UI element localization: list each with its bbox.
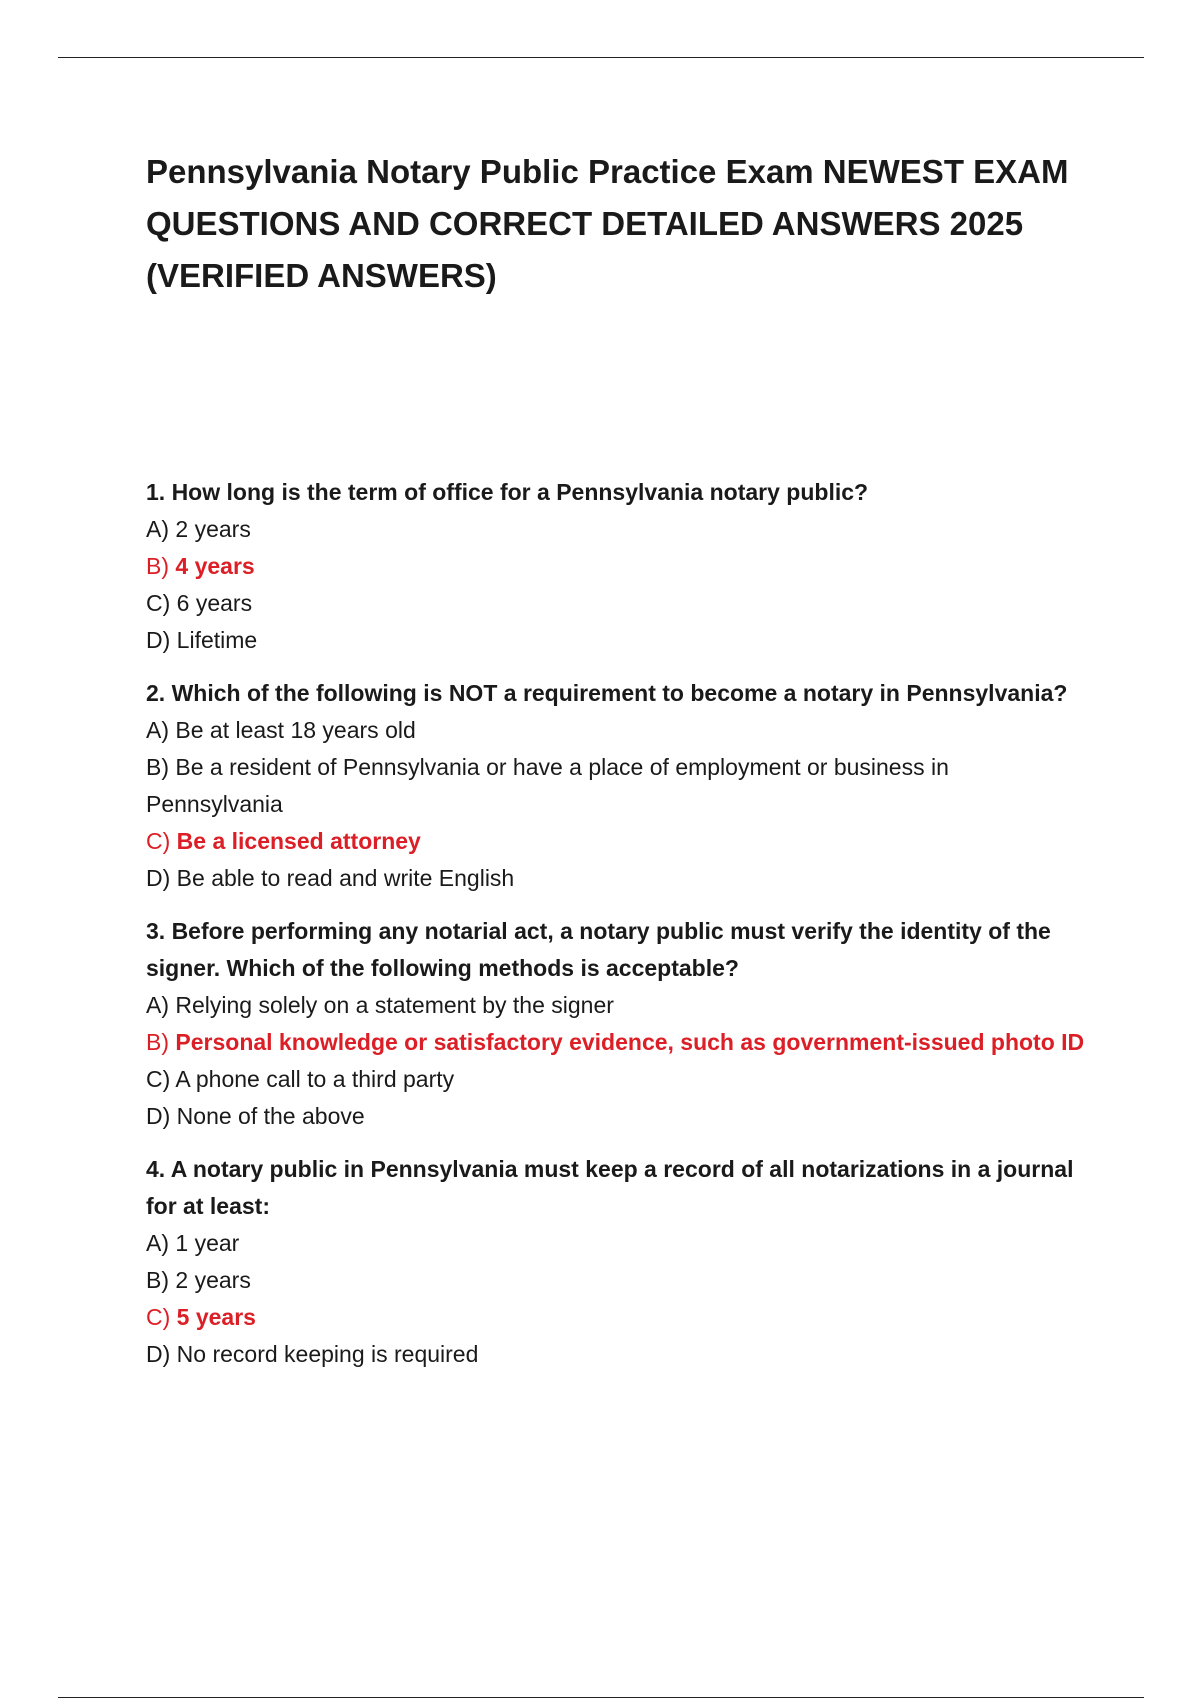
- option-letter: B): [146, 1029, 169, 1055]
- option-a: [146, 987, 1086, 1024]
- question-text: 4. A notary public in Pennsylvania must keep a record of all notarizations in a journal for at least:: [146, 1156, 1074, 1219]
- option-text: No record keeping is required: [176, 1341, 479, 1367]
- option-d: [146, 860, 1086, 897]
- question-2: [146, 675, 1086, 897]
- option-text: Be at least 18 years old: [175, 717, 416, 743]
- option-letter: D): [146, 1341, 171, 1367]
- option-letter: C): [146, 1304, 171, 1330]
- option-text: Relying solely on a statement by the signer: [175, 992, 614, 1018]
- option-text: 4 years: [175, 553, 255, 579]
- question-1: [146, 474, 1086, 659]
- option-b: [146, 548, 1086, 585]
- option-text: Lifetime: [176, 627, 258, 653]
- option-c: [146, 823, 1086, 860]
- option-text: Be able to read and write English: [176, 865, 515, 891]
- option-text: A phone call to a third party: [175, 1066, 455, 1092]
- option-b: [146, 749, 1086, 823]
- document-title: Pennsylvania Notary Public Practice Exam NEWEST EXAM QUESTIONS AND CORRECT DETAILED ANSWERS 2025 (VERIFIED ANSWERS): [146, 153, 1069, 294]
- option-c: [146, 1061, 1086, 1098]
- question-3: [146, 913, 1086, 1135]
- option-c: [146, 1299, 1086, 1336]
- option-letter: D): [146, 1103, 171, 1129]
- option-d: [146, 622, 1086, 659]
- question-text: 2. Which of the following is NOT a requirement to become a notary in Pennsylvania?: [146, 680, 1068, 706]
- document-body: [146, 146, 1086, 1389]
- option-a: [146, 712, 1086, 749]
- option-d: [146, 1098, 1086, 1135]
- option-letter: C): [146, 1066, 171, 1092]
- option-letter: B): [146, 754, 169, 780]
- option-text: Be a resident of Pennsylvania or have a place of employment or business in Pennsylvania: [146, 754, 949, 817]
- option-a: [146, 1225, 1086, 1262]
- option-letter: C): [146, 828, 171, 854]
- option-text: 2 years: [175, 1267, 251, 1293]
- option-text: 2 years: [175, 516, 251, 542]
- option-b: [146, 1262, 1086, 1299]
- option-text: None of the above: [176, 1103, 365, 1129]
- question-4: [146, 1151, 1086, 1373]
- option-text: 6 years: [176, 590, 253, 616]
- question-text: 3. Before performing any notarial act, a notary public must verify the identity of the signer. Which of the following methods is acceptable?: [146, 918, 1051, 981]
- option-text: Be a licensed attorney: [176, 828, 421, 854]
- option-text: 1 year: [175, 1230, 240, 1256]
- bottom-rule: [58, 1697, 1144, 1698]
- option-letter: A): [146, 516, 169, 542]
- option-b: [146, 1024, 1086, 1061]
- option-letter: B): [146, 553, 169, 579]
- option-text: Personal knowledge or satisfactory evidence, such as government-issued photo ID: [175, 1029, 1085, 1055]
- option-letter: A): [146, 992, 169, 1018]
- option-text: 5 years: [176, 1304, 256, 1330]
- option-letter: B): [146, 1267, 169, 1293]
- top-rule: [58, 57, 1144, 58]
- option-letter: C): [146, 590, 171, 616]
- option-a: [146, 511, 1086, 548]
- option-c: [146, 585, 1086, 622]
- option-letter: A): [146, 1230, 169, 1256]
- option-letter: D): [146, 865, 171, 891]
- option-letter: A): [146, 717, 169, 743]
- option-d: [146, 1336, 1086, 1373]
- question-text: 1. How long is the term of office for a Pennsylvania notary public?: [146, 479, 869, 505]
- question-list: [146, 474, 1086, 1373]
- option-letter: D): [146, 627, 171, 653]
